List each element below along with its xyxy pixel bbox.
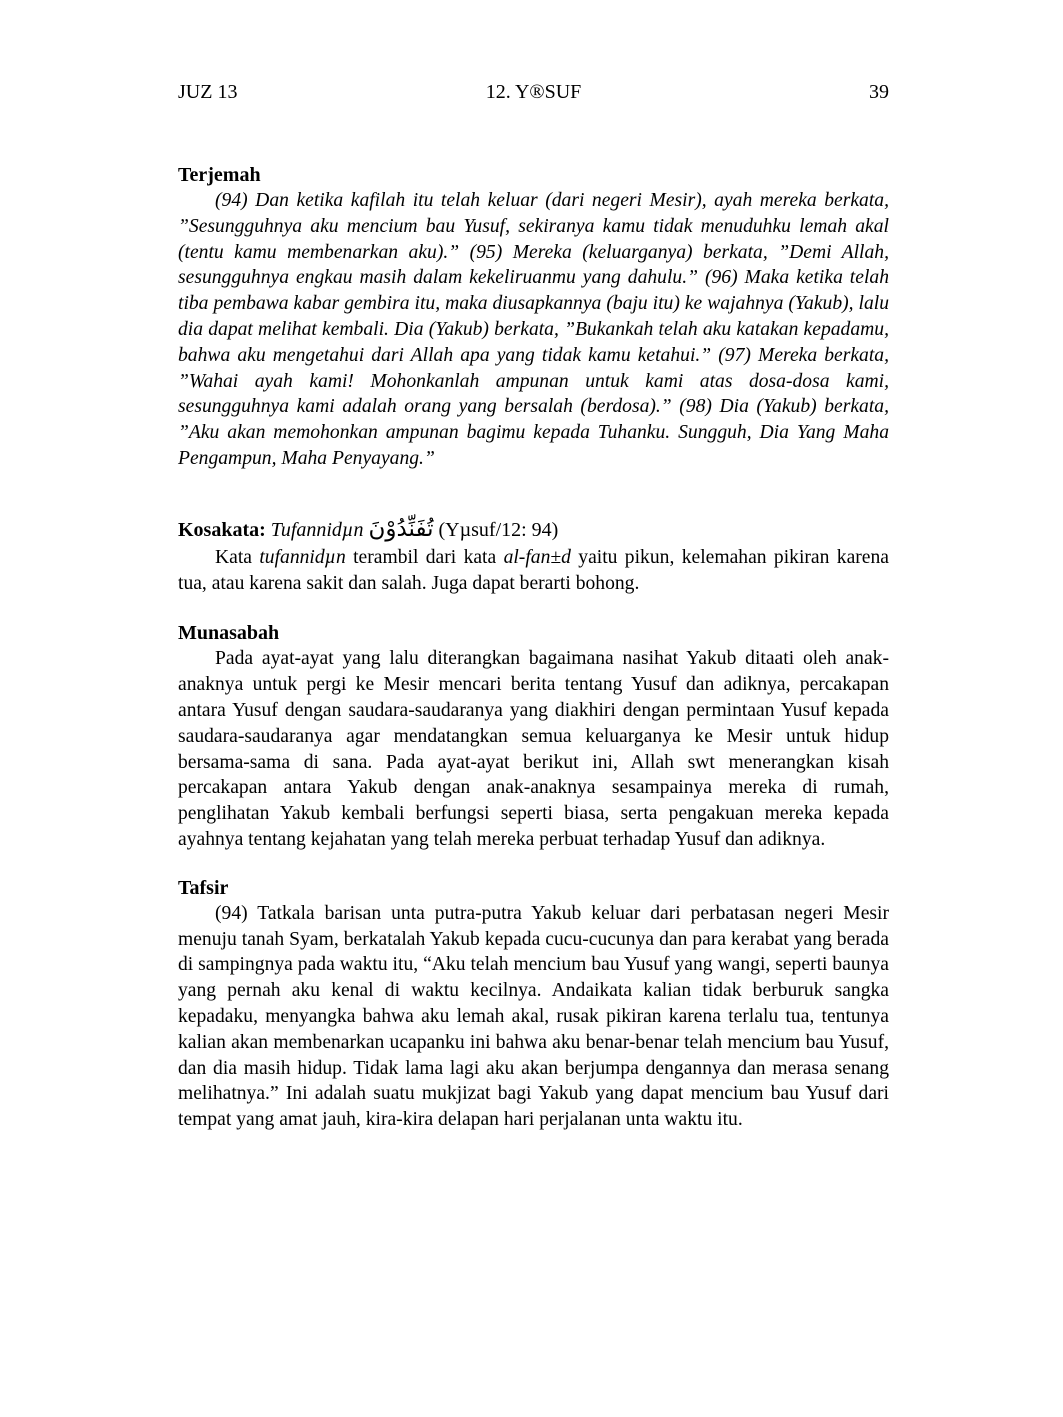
kosakata-paragraph-term: tufannidµn bbox=[259, 546, 346, 568]
terjemah-heading: Terjemah bbox=[178, 164, 261, 186]
tafsir-heading: Tafsir bbox=[178, 876, 229, 899]
kosakata-line bbox=[178, 514, 889, 545]
kosakata-paragraph-text: Kata bbox=[215, 546, 260, 568]
header-surah-title: 12. Y®SUF bbox=[485, 81, 582, 103]
kosakata-paragraph-text: yaitu pikun, kelemahan pikiran karena tua, atau karena sakit dan salah. Juga dapat berarti bohong. bbox=[178, 546, 889, 594]
kosakata-label: Kosakata: bbox=[178, 518, 266, 541]
header-page-number: 39 bbox=[869, 81, 889, 103]
munasabah-body: Pada ayat-ayat yang lalu diterangkan bagaimana nasihat Yakub ditaati oleh anak-anaknya untuk pergi ke Mesir mencari berita tentang Yusuf dan adiknya, percakapan antara Yusuf dengan saudara-saudaranya yang diakhiri dengan permintaan Yusuf kepada saudara-saudaranya agar mendatangkan semua keluarganya ke Mesir untuk hidup bersama-sama di sana. Pada ayat-ayat berikut ini, Allah swt menerangkan kisah percakapan antara Yakub dengan anak-anaknya sesampainya mereka di rumah, penglihatan Yakub kembali berfungsi seperti biasa, serta pengakuan mereka kepada ayahnya tentang kejahatan yang telah mereka perbuat terhadap Yusuf dan adiknya. bbox=[178, 648, 889, 850]
page-header bbox=[178, 80, 889, 104]
kosakata-paragraph-root-term: al-fan±d bbox=[503, 546, 571, 568]
kosakata-arabic-word: تُفَنِّدُوْنَ bbox=[368, 515, 434, 542]
kosakata-paragraph bbox=[178, 545, 889, 597]
tafsir-body: (94) Tatkala barisan unta putra-putra Yakub keluar dari perbatasan negeri Mesir menuju tanah Syam, berkatalah Yakub kepada cucu-cucunya dan para kerabat yang berada di sampingnya pada waktu itu, “Aku telah mencium bau Yusuf yang wangi, seperti baunya yang pernah aku kenal di waktu kecilnya. Andaikata kalian tidak berburuk sangka kepadaku, menyangka bahwa aku lemah akal, rusak pikiran karena terlalu tua, tentunya kalian akan membenarkan ucapanku ini bahwa aku benar-benar telah mencium bau Yusuf, dan dia masih hidup. Tidak lama lagi aku akan berjumpa dengannya dan merasa senang melihatnya.” Ini adalah suatu mukjizat bagi Yakub yang dapat mencium bau Yusuf dari tempat yang amat jauh, kira-kira delapan hari perjalanan unta waktu itu. bbox=[178, 902, 889, 1131]
header-juz: JUZ 13 bbox=[178, 81, 238, 103]
page-content bbox=[178, 80, 889, 1133]
kosakata-reference: (Yµsuf/12: 94) bbox=[438, 518, 559, 541]
kosakata-term: Tufannidµn bbox=[270, 518, 364, 541]
terjemah-body: (94) Dan ketika kafilah itu telah keluar (dari negeri Mesir), ayah mereka berkata, ”Sesungguhnya aku mencium bau Yusuf, sekiranya kamu tidak menuduhku lemah akal (tentu kamu membenarkan aku).” (95) Mereka (keluarganya) berkata, ”Demi Allah, sesungguhnya engkau masih dalam kekeliruanmu yang dahulu.” (96) Maka ketika telah tiba pembawa kabar gembira itu, maka diusapkannya (baju itu) ke wajahnya (Yakub), lalu dia dapat melihat kembali. Dia (Yakub) berkata, ”Bukankah telah aku katakan kepadamu, bahwa aku mengetahui dari Allah apa yang tidak kamu ketahui.” (97) Mereka berkata, ”Wahai ayah kami! Mohonkanlah ampunan untuk kami atas dosa-dosa kami, sesungguhnya kami adalah orang yang bersalah (berdosa).” (98) Dia (Yakub) berkata, ”Aku akan memohonkan ampunan bagimu kepada Tuhanku. Sungguh, Dia Yang Maha Pengampun, Maha Penyayang.” bbox=[178, 190, 889, 469]
kosakata-paragraph-text: terambil dari kata bbox=[345, 546, 504, 568]
munasabah-heading: Munasabah bbox=[178, 622, 280, 645]
